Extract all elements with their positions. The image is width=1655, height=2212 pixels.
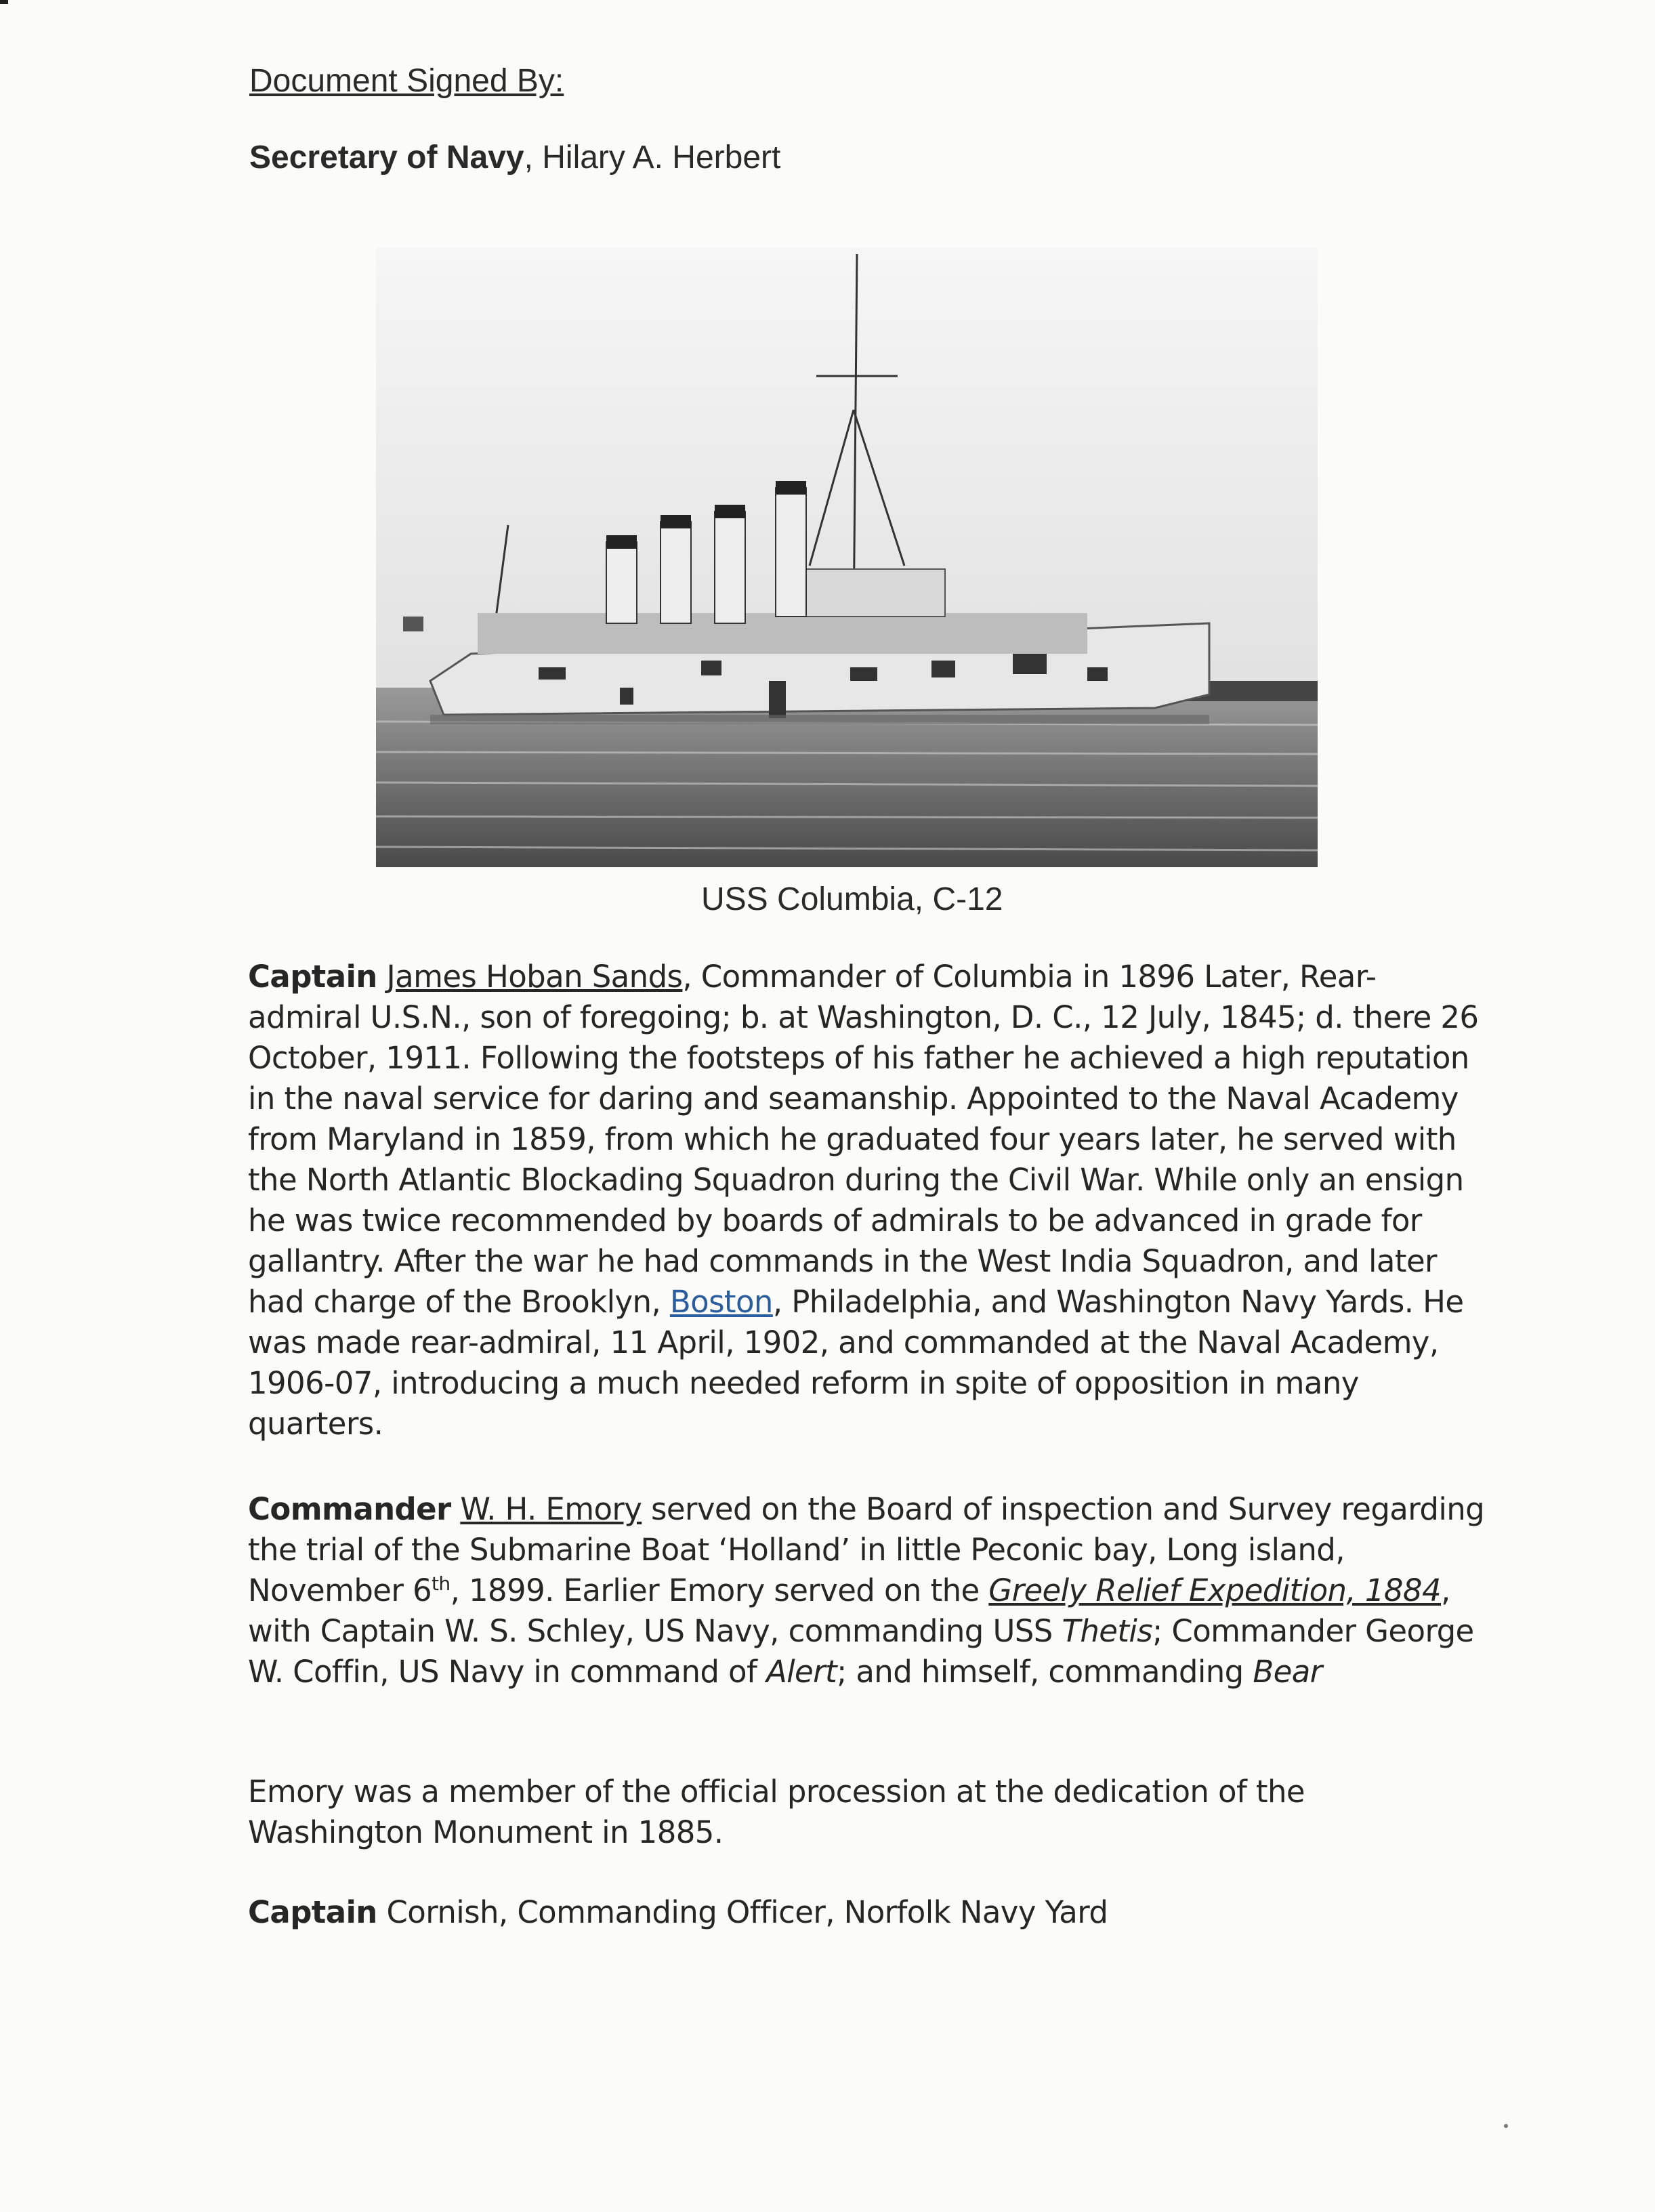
bio-sands: Captain James Hoban Sands, Commander of Columbia in 1896 Later, Rear-admiral U.S.N., son of foregoing; b. at Washington, D. C., 12 July, 1845; d. there 26 October, 1911. Following the footsteps of his father he achieved a high reputation in the naval service for daring and seamanship. Appointed to the Naval Academy from Maryland in 1859, from which he graduated four years later, he served with the North Atlantic Blockading Squadron during the Civil War. While only an ensign he was twice recommended by boards of admirals to be advanced in grade for gallantry. After the war he had commands in the West India Squadron, and later had charge of the Brooklyn, Boston, Philadelphia, and Washington Navy Yards. He was made rear-admiral, 11 April, 1902, and commanded at the Naval Academy, 1906-07, introducing a much needed reform in spite of opposition in many quarters. [248, 959, 1479, 1442]
signer-line [249, 139, 780, 176]
emory-procession: Emory was a member of the official procession at the dedication of the Washington Monument in 1885. [248, 1774, 1305, 1850]
expedition-title: Greely Relief Expedition, 1884 [988, 1572, 1441, 1608]
person-name: James Hoban Sands [386, 959, 683, 995]
person-name: W. H. Emory [460, 1491, 642, 1527]
ship-photo-icon [376, 247, 1318, 867]
scan-speck [0, 0, 8, 4]
document-header: Document Signed By: [249, 63, 564, 99]
captain-cornish: Captain Cornish, Commanding Officer, Norfolk Navy Yard [248, 1894, 1108, 1930]
ship-alert: Alert [766, 1654, 837, 1690]
bio-emory: Commander W. H. Emory served on the Board of inspection and Survey regarding the trial of the Submarine Boat ‘Holland’ in little Peconic bay, Long island, November 6th, 1899. Earlier Emory served on the Greely Relief Expedition, 1884, with Captain W. S. Schley, US Navy, commanding USS Thetis; Commander George W. Coffin, US Navy in command of Alert; and himself, commanding Bear [248, 1491, 1485, 1690]
signer-name: , Hilary A. Herbert [524, 140, 781, 175]
rank-label: Captain [248, 1894, 377, 1930]
rank-label: Commander [248, 1491, 451, 1527]
photo-caption: USS Columbia, C-12 [701, 881, 1003, 917]
ship-thetis: Thetis [1062, 1613, 1153, 1649]
boston-link[interactable]: Boston [669, 1284, 773, 1320]
scan-speck [1504, 2124, 1508, 2128]
rank-label: Captain [248, 959, 377, 995]
ship-bear: Bear [1253, 1654, 1322, 1690]
signer-role: Secretary of Navy [249, 140, 524, 175]
